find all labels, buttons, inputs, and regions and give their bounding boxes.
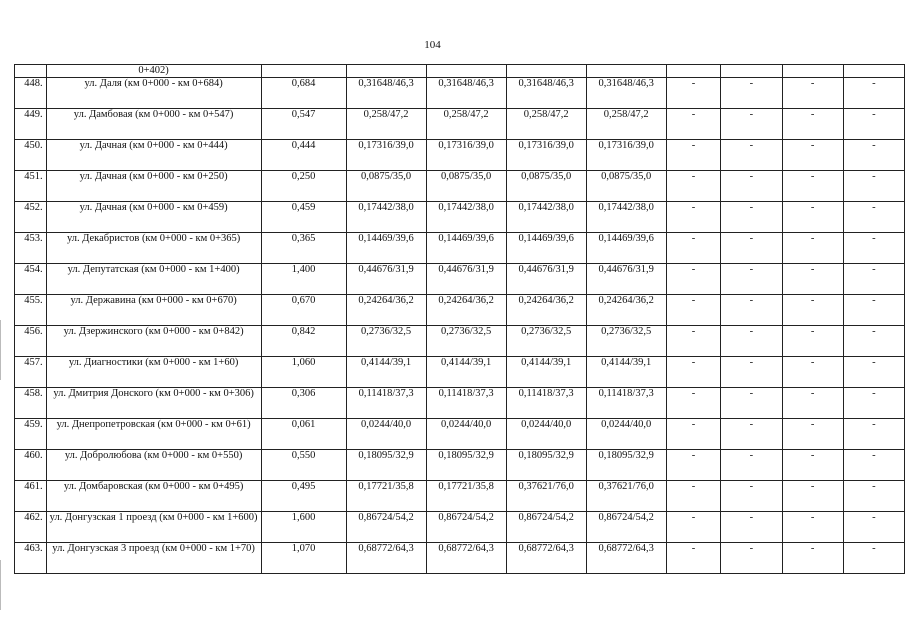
cell-dash-3: - [782, 419, 843, 450]
cell-dash-1: - [666, 295, 721, 326]
table-row [15, 419, 905, 450]
cell-value-3: 0,11418/37,3 [506, 388, 586, 419]
cell-dash-2: - [721, 419, 782, 450]
cell-name: ул. Дачная (км 0+000 - км 0+250) [46, 171, 261, 202]
cell-dash-4: - [843, 171, 904, 202]
cell-value-2: 0,17316/39,0 [426, 140, 506, 171]
cell-value-4: 0,86724/54,2 [586, 512, 666, 543]
cell-dash-2: - [721, 512, 782, 543]
cell-value-2: 0,258/47,2 [426, 109, 506, 140]
cell-value-2: 0,18095/32,9 [426, 450, 506, 481]
cell-value-1: 0,44676/31,9 [346, 264, 426, 295]
cell-num: 457. [15, 357, 47, 388]
cell-value-4: 0,11418/37,3 [586, 388, 666, 419]
cell-dash-4: - [843, 450, 904, 481]
cell-value-2: 0,17721/35,8 [426, 481, 506, 512]
cell-num: 455. [15, 295, 47, 326]
cell-dash-4: - [843, 140, 904, 171]
cell-dash-3: - [782, 512, 843, 543]
cell-dash-2: - [721, 140, 782, 171]
cell-dash-4: - [843, 419, 904, 450]
cell-value-3: 0,17316/39,0 [506, 140, 586, 171]
cell-name: ул. Даля (км 0+000 - км 0+684) [46, 78, 261, 109]
cell-dash-3: - [782, 140, 843, 171]
cell-value-2: 0,11418/37,3 [426, 388, 506, 419]
cell-num: 451. [15, 171, 47, 202]
cell-dash-2: - [721, 543, 782, 574]
cell-num: 462. [15, 512, 47, 543]
cell-dash-3: - [782, 233, 843, 264]
cell-value-3: 0,37621/76,0 [506, 481, 586, 512]
cell-value-4: 0,2736/32,5 [586, 326, 666, 357]
cell-num: 456. [15, 326, 47, 357]
cell-value-2: 0,17442/38,0 [426, 202, 506, 233]
cell-value-3: 0,14469/39,6 [506, 233, 586, 264]
cell-value-1: 0,2736/32,5 [346, 326, 426, 357]
cell-length: 0,495 [261, 481, 346, 512]
cell-name: ул. Донгузская 3 проезд (км 0+000 - км 1+70) [46, 543, 261, 574]
table-row [15, 326, 905, 357]
cell-num: 463. [15, 543, 47, 574]
cell-value-4: 0,258/47,2 [586, 109, 666, 140]
cell-value-2: 0,0875/35,0 [426, 171, 506, 202]
cell-dash-2: - [721, 109, 782, 140]
cell-name: ул. Добролюбова (км 0+000 - км 0+550) [46, 450, 261, 481]
cell-name: 0+402) [46, 65, 261, 78]
cell-dash-4: - [843, 202, 904, 233]
cell-num: 453. [15, 233, 47, 264]
cell-value-1: 0,17442/38,0 [346, 202, 426, 233]
cell-name: ул. Дзержинского (км 0+000 - км 0+842) [46, 326, 261, 357]
cell-dash-4: - [843, 264, 904, 295]
cell-length: 0,684 [261, 78, 346, 109]
cell-value-2: 0,2736/32,5 [426, 326, 506, 357]
cell-name: ул. Дамбовая (км 0+000 - км 0+547) [46, 109, 261, 140]
road-data-table [14, 64, 905, 574]
cell-value-3: 0,4144/39,1 [506, 357, 586, 388]
cell-dash-3: - [782, 109, 843, 140]
cell-dash-1: - [666, 388, 721, 419]
cell-value-2: 0,14469/39,6 [426, 233, 506, 264]
cell-dash-3: - [782, 78, 843, 109]
cell-length: 1,600 [261, 512, 346, 543]
cell-value-3: 0,44676/31,9 [506, 264, 586, 295]
cell-dash-2: - [721, 326, 782, 357]
cell-length: 1,400 [261, 264, 346, 295]
cell-dash-1: - [666, 202, 721, 233]
cell-value-3: 0,31648/46,3 [506, 78, 586, 109]
scan-edge-mark [0, 320, 1, 380]
cell-dash-4: - [843, 326, 904, 357]
cell-name: ул. Дачная (км 0+000 - км 0+459) [46, 202, 261, 233]
cell-value-3: 0,2736/32,5 [506, 326, 586, 357]
cell-length: 0,550 [261, 450, 346, 481]
table-row [15, 202, 905, 233]
cell-value-2: 0,24264/36,2 [426, 295, 506, 326]
cell-value-3: 0,68772/64,3 [506, 543, 586, 574]
cell-dash-2: - [721, 233, 782, 264]
cell-value-1: 0,0875/35,0 [346, 171, 426, 202]
cell-value-3: 0,258/47,2 [506, 109, 586, 140]
cell-value-4: 0,14469/39,6 [586, 233, 666, 264]
cell-value-2: 0,4144/39,1 [426, 357, 506, 388]
cell-value-4: 0,31648/46,3 [586, 78, 666, 109]
cell-value-2: 0,44676/31,9 [426, 264, 506, 295]
cell-value-4: 0,68772/64,3 [586, 543, 666, 574]
cell-value-3: 0,86724/54,2 [506, 512, 586, 543]
cell-dash-3: - [782, 202, 843, 233]
cell-dash-2: - [721, 264, 782, 295]
cell-name: ул. Дачная (км 0+000 - км 0+444) [46, 140, 261, 171]
cell-dash-4: - [843, 295, 904, 326]
cell-dash-1: - [666, 78, 721, 109]
cell-dash-4: - [843, 357, 904, 388]
cell-dash-4: - [843, 78, 904, 109]
cell-value-1: 0,4144/39,1 [346, 357, 426, 388]
cell-value-4: 0,37621/76,0 [586, 481, 666, 512]
table-row [15, 78, 905, 109]
cell-dash-1: - [666, 140, 721, 171]
cell-length: 0,444 [261, 140, 346, 171]
table-row [15, 140, 905, 171]
cell-value-2: 0,68772/64,3 [426, 543, 506, 574]
cell-value-4: 0,44676/31,9 [586, 264, 666, 295]
table-row [15, 512, 905, 543]
cell-dash-2: - [721, 295, 782, 326]
scan-edge-mark [0, 560, 1, 610]
cell-dash-3: - [782, 264, 843, 295]
table-row [15, 171, 905, 202]
cell-value-1: 0,18095/32,9 [346, 450, 426, 481]
cell-dash-3: - [782, 543, 843, 574]
page-number: 104 [424, 39, 441, 51]
cell-value-3: 0,17442/38,0 [506, 202, 586, 233]
cell-dash-4: - [843, 512, 904, 543]
cell-value-1: 0,17721/35,8 [346, 481, 426, 512]
table-row [15, 264, 905, 295]
cell-dash-3: - [782, 295, 843, 326]
cell-dash-3: - [782, 171, 843, 202]
cell-length: 0,670 [261, 295, 346, 326]
cell-num: 452. [15, 202, 47, 233]
cell-dash-1: - [666, 419, 721, 450]
table-row [15, 388, 905, 419]
cell-value-1: 0,258/47,2 [346, 109, 426, 140]
cell-dash-2: - [721, 78, 782, 109]
cell-num: 454. [15, 264, 47, 295]
cell-dash-4: - [843, 481, 904, 512]
cell-dash-2: - [721, 450, 782, 481]
cell-name: ул. Диагностики (км 0+000 - км 1+60) [46, 357, 261, 388]
cell-num: 459. [15, 419, 47, 450]
cell-value-4: 0,4144/39,1 [586, 357, 666, 388]
cell-dash-1: - [666, 171, 721, 202]
cell-dash-1: - [666, 109, 721, 140]
table-row [15, 233, 905, 264]
cell-length: 0,365 [261, 233, 346, 264]
cell-dash-1: - [666, 326, 721, 357]
table-row [15, 109, 905, 140]
cell-name: ул. Днепропетровская (км 0+000 - км 0+61) [46, 419, 261, 450]
cell-length: 0,459 [261, 202, 346, 233]
cell-value-1: 0,24264/36,2 [346, 295, 426, 326]
cell-dash-1: - [666, 357, 721, 388]
cell-num: 448. [15, 78, 47, 109]
cell-value-1: 0,31648/46,3 [346, 78, 426, 109]
cell-name: ул. Донгузская 1 проезд (км 0+000 - км 1+600) [46, 512, 261, 543]
cell-value-1: 0,11418/37,3 [346, 388, 426, 419]
cell-length: 0,547 [261, 109, 346, 140]
table-row [15, 481, 905, 512]
cell-length: 1,070 [261, 543, 346, 574]
cell-value-4: 0,17316/39,0 [586, 140, 666, 171]
cell-dash-1: - [666, 450, 721, 481]
cell-value-4: 0,0244/40,0 [586, 419, 666, 450]
cell-num: 449. [15, 109, 47, 140]
table-row [15, 450, 905, 481]
cell-dash-4: - [843, 233, 904, 264]
cell-dash-1: - [666, 233, 721, 264]
cell-num: 460. [15, 450, 47, 481]
cell-dash-1: - [666, 512, 721, 543]
cell-value-4: 0,0875/35,0 [586, 171, 666, 202]
cell-value-3: 0,24264/36,2 [506, 295, 586, 326]
cell-dash-1: - [666, 481, 721, 512]
cell-length: 0,061 [261, 419, 346, 450]
cell-value-3: 0,0244/40,0 [506, 419, 586, 450]
cell-name: ул. Домбаровская (км 0+000 - км 0+495) [46, 481, 261, 512]
cell-dash-3: - [782, 326, 843, 357]
cell-name: ул. Депутатская (км 0+000 - км 1+400) [46, 264, 261, 295]
cell-dash-2: - [721, 357, 782, 388]
cell-value-4: 0,24264/36,2 [586, 295, 666, 326]
cell-num [15, 65, 47, 78]
cell-dash-2: - [721, 171, 782, 202]
cell-value-1: 0,17316/39,0 [346, 140, 426, 171]
continuation-row [15, 65, 905, 78]
cell-value-4: 0,17442/38,0 [586, 202, 666, 233]
cell-value-4: 0,18095/32,9 [586, 450, 666, 481]
cell-num: 450. [15, 140, 47, 171]
cell-num: 458. [15, 388, 47, 419]
cell-value-1: 0,86724/54,2 [346, 512, 426, 543]
cell-length: 1,060 [261, 357, 346, 388]
cell-dash-3: - [782, 388, 843, 419]
cell-dash-4: - [843, 109, 904, 140]
cell-dash-2: - [721, 202, 782, 233]
table-row [15, 295, 905, 326]
cell-value-1: 0,14469/39,6 [346, 233, 426, 264]
cell-value-2: 0,86724/54,2 [426, 512, 506, 543]
cell-dash-1: - [666, 543, 721, 574]
cell-length: 0,842 [261, 326, 346, 357]
cell-dash-2: - [721, 388, 782, 419]
cell-value-2: 0,0244/40,0 [426, 419, 506, 450]
cell-length: 0,306 [261, 388, 346, 419]
cell-dash-2: - [721, 481, 782, 512]
cell-name: ул. Дмитрия Донского (км 0+000 - км 0+306) [46, 388, 261, 419]
table-row [15, 357, 905, 388]
cell-dash-3: - [782, 450, 843, 481]
cell-value-3: 0,18095/32,9 [506, 450, 586, 481]
cell-dash-3: - [782, 357, 843, 388]
cell-dash-3: - [782, 481, 843, 512]
cell-value-2: 0,31648/46,3 [426, 78, 506, 109]
cell-dash-4: - [843, 543, 904, 574]
cell-value-3: 0,0875/35,0 [506, 171, 586, 202]
cell-value-1: 0,0244/40,0 [346, 419, 426, 450]
cell-value-1: 0,68772/64,3 [346, 543, 426, 574]
cell-length: 0,250 [261, 171, 346, 202]
cell-dash-4: - [843, 388, 904, 419]
table-row [15, 543, 905, 574]
cell-name: ул. Державина (км 0+000 - км 0+670) [46, 295, 261, 326]
cell-num: 461. [15, 481, 47, 512]
cell-name: ул. Декабристов (км 0+000 - км 0+365) [46, 233, 261, 264]
cell-dash-1: - [666, 264, 721, 295]
